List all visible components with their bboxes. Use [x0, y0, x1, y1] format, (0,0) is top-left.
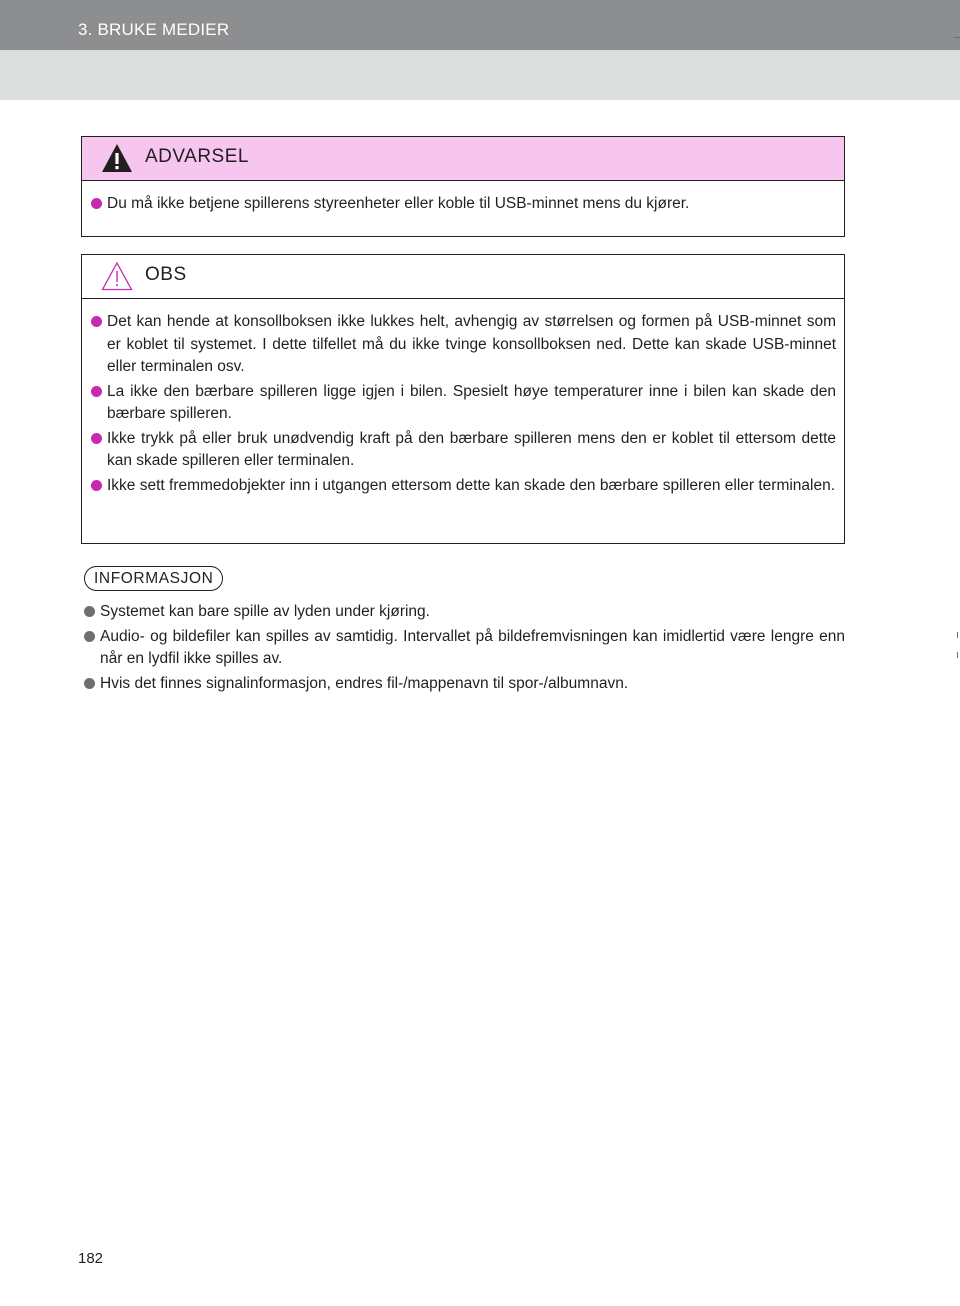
bullet-dot [91, 480, 102, 491]
warning-body [82, 181, 844, 230]
notice-item: Ikke sett fremmedobjekter inn i utgangen ettersom dette kan skade den bærbare spilleren eller terminalen. [96, 475, 836, 498]
header-bar [0, 0, 960, 50]
notice-item: Ikke trykk på eller bruk unødvendig kraft på den bærbare spilleren mens den er koblet til ettersom dette kan skade spilleren eller terminalen. [96, 428, 836, 473]
page-number: 182 [78, 1250, 104, 1267]
bullet-dot [84, 606, 95, 617]
notice-body [82, 299, 844, 511]
crop-mark [957, 652, 958, 658]
bullet-dot [91, 316, 102, 327]
bullet-dot [84, 678, 95, 689]
notice-box [81, 254, 845, 544]
bullet-dot [91, 198, 102, 209]
info-item: Audio- og bildefiler kan spilles av samtidig. Intervallet på bildefremvisningen kan imidlertid være lengre enn når en lydfil ikke spilles av. [89, 626, 845, 671]
caution-triangle-icon [100, 260, 134, 292]
bullet-dot [91, 386, 102, 397]
notice-item: Det kan hende at konsollboksen ikke lukkes helt, avhengig av størrelsen og formen på USB-minnet som er koblet til systemet. I dette tilfellet må du ikke tvinge konsollboksen ned. Dette kan skade USB-minnet eller terminalen osv. [96, 311, 836, 379]
warning-list [96, 193, 836, 216]
bullet-dot [84, 631, 95, 642]
bullet-dot [91, 433, 102, 444]
warning-triangle-icon [100, 142, 134, 174]
info-section [81, 566, 845, 697]
warning-item: Du må ikke betjene spillerens styreenheter eller koble til USB-minnet mens du kjører. [96, 193, 836, 216]
warning-box [81, 136, 845, 237]
warning-header [82, 137, 844, 181]
notice-list [96, 311, 836, 497]
notice-item: La ikke den bærbare spilleren ligge igjen i bilen. Spesielt høye temperaturer inne i bilen kan skade den bærbare spilleren. [96, 381, 836, 426]
warning-title: ADVARSEL [145, 146, 249, 167]
info-label: INFORMASJON [84, 566, 223, 591]
info-item: Hvis det finnes signalinformasjon, endres fil-/mappenavn til spor-/albumnavn. [89, 673, 845, 696]
section-title: 3. BRUKE MEDIER [78, 20, 230, 39]
crop-mark [954, 37, 960, 38]
crop-mark [957, 632, 958, 638]
info-list [81, 601, 845, 695]
notice-header [82, 255, 844, 299]
info-item: Systemet kan bare spille av lyden under kjøring. [89, 601, 845, 624]
notice-title: OBS [145, 264, 187, 285]
